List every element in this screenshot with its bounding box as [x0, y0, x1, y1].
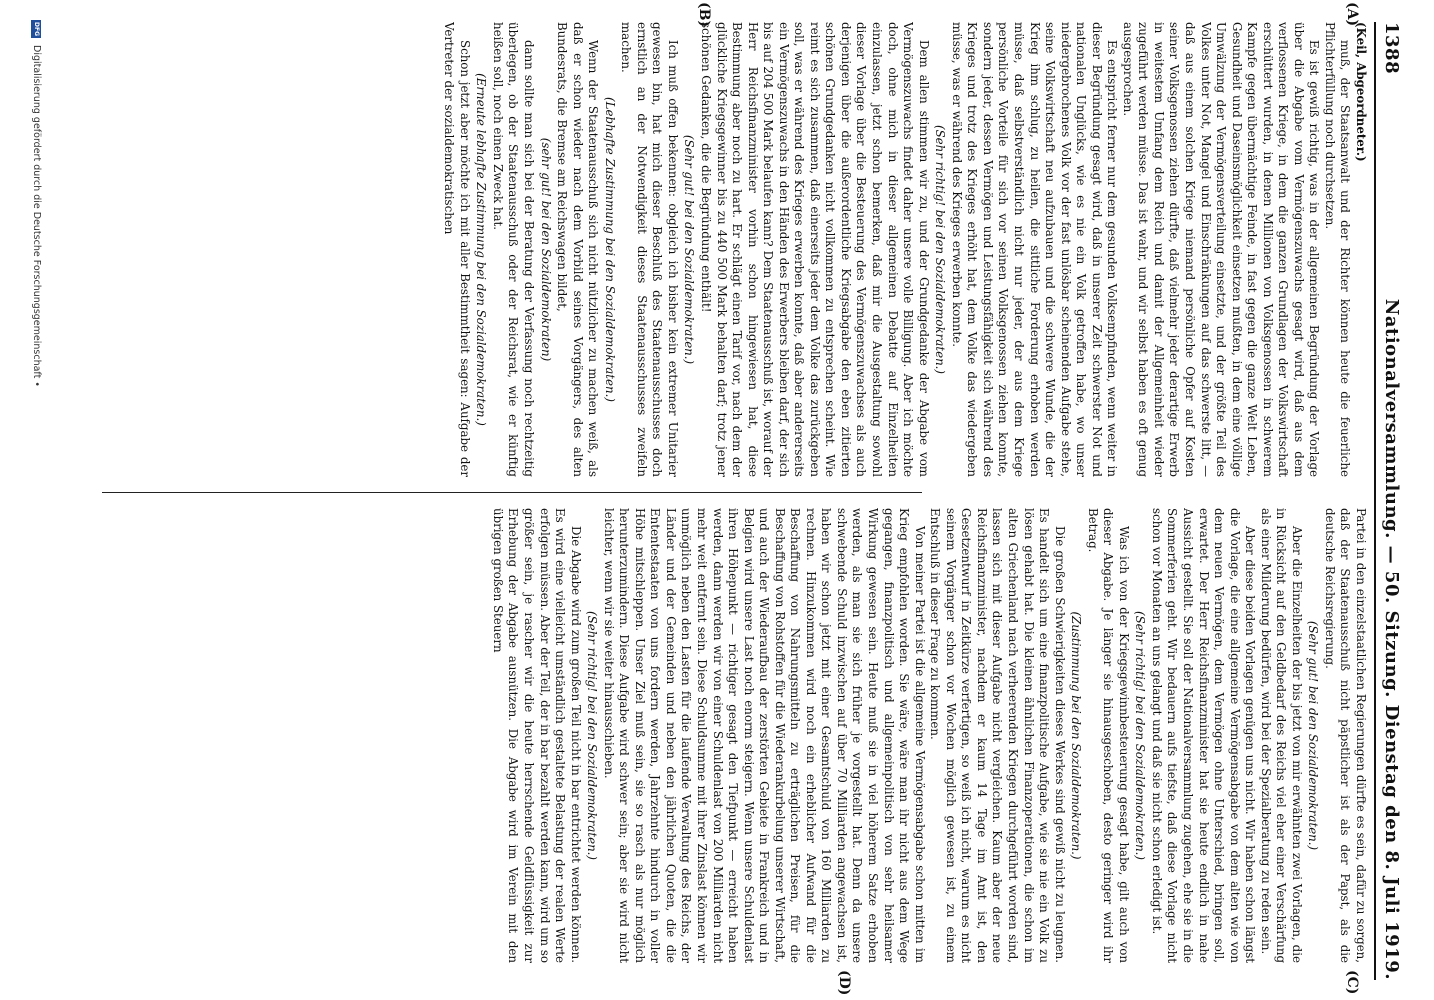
- paragraph: Schon jetzt aber möchte ich mit aller Bestimmtheit sagen: Aufgabe der Vertreter der sozialdemokratischen: [442, 22, 472, 477]
- interjection: (sehr gut! bei den Sozialdemokraten): [538, 137, 553, 362]
- paragraph: Partei in den einzelstaatlichen Regierungen dürfte es sein, dafür zu sorgen, daß der Staatenausschuß nicht päpstlicher ist als der Papst, als die deutsche Reichsregierung.: [1322, 508, 1368, 963]
- left-column: [68, 22, 1368, 477]
- interjection: (Sehr richtig! bei den Sozialdemokraten.): [933, 124, 948, 375]
- dfg-logo: DFG: [33, 21, 41, 36]
- page-number: 1388: [1381, 22, 1403, 75]
- margin-marker-d: (D): [836, 970, 852, 996]
- interjection: (Erneute lebhafte Zustimmung bei den Sozialdemokraten.): [474, 73, 489, 426]
- paragraph: Wenn der Staatenausschuß sich nicht nützlicher zu machen weiß, als daß er schon wieder nach dem Vorbild seines Vorgängers, des alten Bundesrats, die Bremse am Reichswagen bildet,: [555, 22, 601, 477]
- paragraph: Von meiner Partei ist die allgemeine Vermögensabgabe schon mitten im Krieg empfohlen worden. Sie wäre, wäre man ihr nicht aus dem Wege gegangen, finanzpolitisch und allgemeinpolitisch von sehr heilsamer Wirkung gewesen sein. Heute muß sie in viel höherem Satze erhoben werden, als man sie sich früher je vorgestellt hat. Denn da unsere schwebende Schuld inzwischen auf über 70 Milliarden angewachsen ist, haben wir schon jetzt mit einer Gesamtschuld von 160 Milliarden zu rechnen. Hinzukommen wird noch ein erheblicher Aufwand für die Beschaffung von Nahrungsmitteln zu erträglichen Preisen, für die Beschaffung von Rohstoffen für die Wiederankurbelung unserer Wirtschaft, und auch der Wiederaufbau der zerstörten Gebiete in Frankreich und in Belgien wird unsere Last noch enorm steigern. Wenn unsere Schuldenlast ihren Höhepunkt — richtiger gesagt den Tiefpunkt — erreicht haben werden, dann werden wir von einer Schuldenlast von 200 Milliarden nicht mehr weit entfernt sein. Diese Schuldsumme mit ihrer Zinslast können wir unmöglich neben den Lasten für die laufende Verwaltung des Reichs, der Länder und der Gemeinden und neben den jährlichen Quoten, die die Ententestaaten von uns fordern werden, Jahrzehnte hindurch in voller Höhe mitschleppen. Unser Ziel muß sein, sie so rasch als nur möglich herunterzumindern. Diese Aufgabe wird schwer sein; aber sie wird nicht leichter, wenn wir sie weiter hinausschieben.: [601, 508, 927, 963]
- interjection: (Sehr gut! bei den Sozialdemokraten.): [1306, 620, 1321, 851]
- right-column: [68, 508, 1368, 963]
- paragraph: Ich muß offen bekennen: obgleich ich bisher kein extremer Unitarier gewesen bin, hat mich dieser Beschluß des Staatenausschusses doch ernstlich an der Notwendigkeit dieses Staatenausschusses zweifeln machen.: [619, 22, 680, 477]
- paragraph: Es ist gewiß richtig, was in der allgemeinen Begründung der Vorlage über die Abgabe vom Vermögenszuwachs gesagt wird, daß aus dem verflossenen Kriege, in dem die ganzen Grundlagen der Volkswirtschaft erschüttert wurden, in denen Millionen von Volksgenossen in schwerem Kampfe gegen übermächtige Feinde, in fast gegen die ganze Welt Leben, Gesundheit und Daseinsmöglichkeit einsetzen mußten, in dem eine völlige Umwälzung der Vermögensverteilung einsetzte, und der größte Teil des Volkes unter Not, Mangel und Einschränkungen auf das schwerste litt, — daß aus einem solchen Kriege niemand persönliche Opfer auf Kosten seiner Volksgenossen ziehen dürfte, daß vielmehr jeder derartige Erwerb in weitestem Umfang dem Reich und damit der Allgemeinheit wieder zugeführt werden müsse. Das ist wahr, und wir selbst haben es oft genug ausgesprochen.: [1120, 22, 1322, 477]
- paragraph: muß, der Staatsanwalt und der Richter können heute die feuerliche Pflichterfüllung noch durchsetzen.: [1322, 22, 1353, 477]
- page-header: [1378, 22, 1406, 980]
- paragraph: Dem allen stimmen wir zu, und der Grundgedanke der Abgabe vom Vermögenszuwachs findet daher unsere volle Billigung. Aber ich möchte doch, ohne mich in dieser allgemeinen Debatte auf Einzelheiten einzulassen, jetzt schon bemerken, daß mir die Ausgestaltung sowohl dieser Vorlage über die Besteuerung des Vermögenszuwachses als auch derjenigen über die außerordentliche Kriegsabgabe den eben zitierten schönen Grundgedanken nicht vollkommen zu entsprechen scheint. Wie reimt es sich zusammen, daß einerseits jeder dem Volke das zurückgeben soll, was er während des Krieges erwerben konnte, daß aber andererseits ein Vermögenszuwachs in den Händen des Erwerbers bleiben darf, der sich bis auf 204 500 Mark belaufen kann? Dem Staatenausschuß ist, worauf der Herr Reichsfinanzminister vorhin schon hingewiesen hat, diese Bestimmung aber noch zu hart. Er schlägt einen Tarif vor, nach dem der glückliche Kriegsgewinner bis zu 440 500 Mark behalten darf; trotz jener schönen Gedanken, die die Begründung enthält!: [699, 22, 931, 477]
- interjection: (Zustimmung bei den Sozialdemokraten.): [1069, 611, 1084, 860]
- interjection: (Sehr richtig! bei den Sozialdemokraten.): [585, 610, 600, 861]
- margin-marker-b: (B): [696, 2, 712, 28]
- margin-marker-a: (A): [1344, 2, 1360, 27]
- paragraph: Die großen Schwierigkeiten dieses Werkes sind gewiß nicht zu leugnen. Es handelt sich um eine finanzpolitische Aufgabe, wie sie nie ein Volk zu lösen gehabt hat. Die kleinen ähnlichen Finanzoperationen, die schon im alten Griechenland nach verheerenden Kriegen durchgeführt worden sind, lassen sich mit dieser Aufgabe nicht vergleichen. Kaum aber der neue Reichsfinanzminister, nachdem er kaum 14 Tage im Amt ist, den Gesetzentwurf in Zeitkürze verfertigen, so weiß ich nicht, warum es nicht seinem Vorgänger schon vor Wochen möglich gewesen ist, zu einem Entschluß in dieser Frage zu kommen.: [928, 508, 1067, 963]
- paragraph: Aber die Einzelheiten der bis jetzt von mir erwähnten zwei Vorlagen, die in Rücksicht auf den Geldbedarf des Reichs viel eher einer Verschärfung als einer Milderung bedürfen, wird bei der Spezialberatung zu reden sein.: [1258, 508, 1304, 963]
- paragraph: Aber diese beiden Vorlagen genügen uns nicht. Wir haben schon längst die Vorlage, die eine allgemeine Vermögensabgabe von dem alten wie von dem neuen Vermögen, dem Vermögen ohne Unterschied, bringen soll, erwartet. Der Herr Reichsfinanzminister hat sie heute endlich in nahe Aussicht gestellt. Sie soll der Nationalversammlung zugehen, ehe sie in die Sommerferien geht. Wir bedauern aufs tiefste, daß diese Vorlage nicht schon vor Monaten an uns gelangt und daß sie nicht schon erledigt ist.: [1149, 508, 1258, 963]
- interjection: (Sehr gut! bei den Sozialdemokraten.): [682, 134, 697, 365]
- paragraph: dann sollte man sich bei der Beratung der Verfassung noch rechtzeitig überlegen, ob der Staatenausschuß oder der Reichsrat, wie er künftig heißen soll, noch einen Zweck hat.: [490, 22, 537, 477]
- speaker-line: (Keil, Abgeordneter.): [1354, 22, 1368, 162]
- interjection: (Lebhafte Zustimmung bei den Sozialdemokraten.): [602, 97, 617, 402]
- header-rule: [1374, 22, 1376, 980]
- page-title: Nationalversammlung. — 50. Sitzung. Dienstag den 8. Juli 1919.: [1381, 298, 1403, 980]
- column-divider: [102, 492, 922, 493]
- margin-marker-c: (C): [1344, 970, 1360, 995]
- paragraph: Die Abgabe wird zum großen Teil nicht in bar entrichtet werden können. Es wird eine vielleicht umständlich gestaltete Belastung der realen Werte erfolgen müssen. Aber der Teil, der in bar bezahlt werden kann, wird um so größer sein, je rascher wir die heute herrschende Geldflüssigkeit zur Erhebung der Abgabe ausnützen. Die Abgabe wird im Verein mit den übrigen großen Steuern: [490, 508, 583, 963]
- paragraph: Was ich von der Kriegsgewinnbesteuerung gesagt habe, gilt auch von dieser Abgabe. Je länger sie hinausgeschoben, desto geringer wird ihr Betrag.: [1085, 508, 1131, 963]
- digitization-credit: [31, 20, 42, 980]
- paragraph: Es entspricht ferner nur dem gesunden Volksempfinden, wenn weiter in dieser Begründung gesagt wird, daß in unserer Zeit schwerster Not und nationalen Unglücks, wie es nie ein Volk getroffen habe, wo unser niedergebrochenes Volk vor der fast unlösbar scheinenden Aufgabe stehe, seine Volkswirtschaft neu aufzubauen und die schwere Wunde, die der Krieg ihm schlug, zu heilen, die sittliche Forderung erhoben werden müsse, daß selbstverständlich nicht nur jeder, der aus dem Kriege persönliche Vorteile für sich vor seinen Volksgenossen ziehen konnte, sondern jeder, dessen Vermögen und Leistungsfähigkeit sich während des Krieges und trotz des Krieges erhöht hat, dem Volke das wiedergeben müsse, was er während des Krieges erwerben konnte.: [949, 22, 1120, 477]
- interjection: (Sehr richtig! bei den Sozialdemokraten.): [1133, 610, 1148, 861]
- credit-text: Digitalisierung gefördert durch die Deutsche Forschungsgemeinschaft •: [31, 45, 42, 387]
- scanned-page: [16, 0, 1412, 1000]
